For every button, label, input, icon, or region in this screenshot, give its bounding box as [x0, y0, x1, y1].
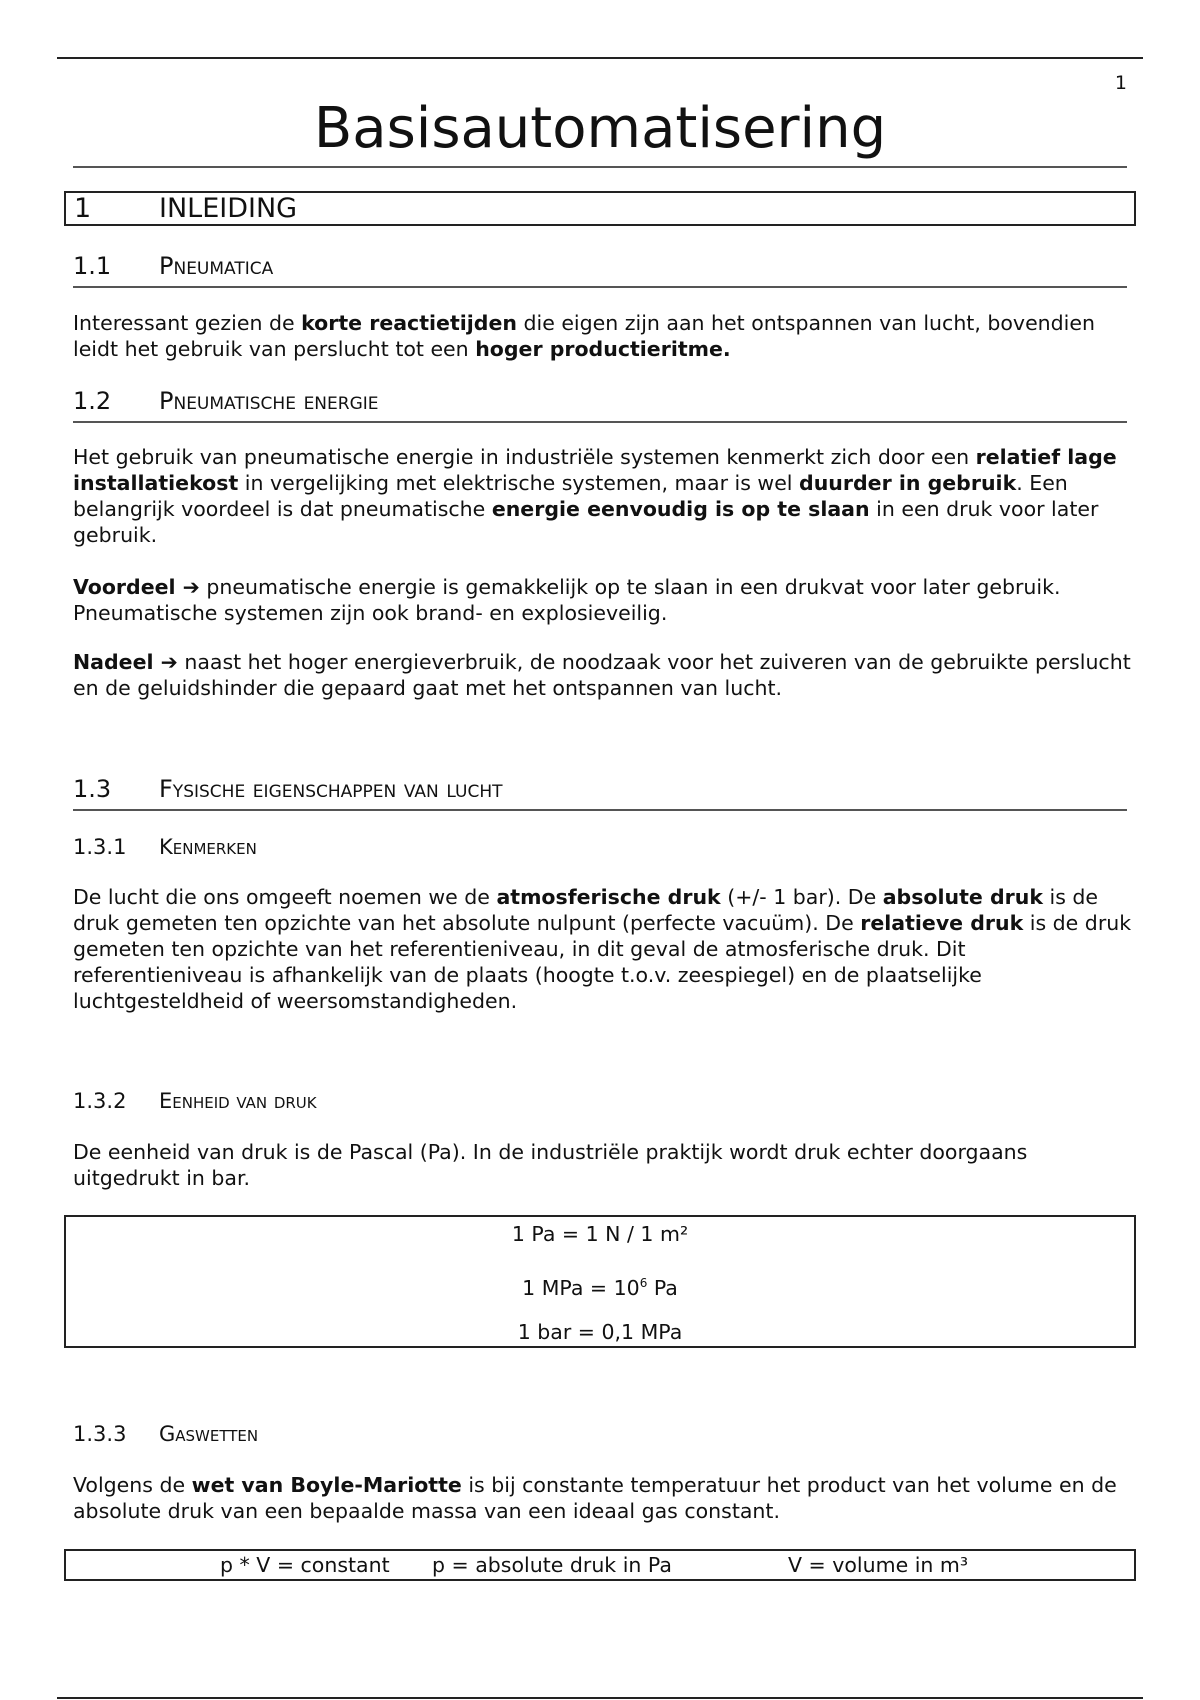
text: is de druk gemeten ten opzichte van het absolute nulpunt (perfecte vacuüm). De: [73, 885, 1099, 935]
bold-text: duurder in gebruik: [799, 471, 1017, 495]
formula-bar: 1 bar = 0,1 MPa: [517, 1320, 683, 1344]
formula-box-boyle-mariotte: [64, 1549, 1136, 1581]
section-number: 1.1: [73, 252, 112, 280]
chapter-title: INLEIDING: [159, 193, 298, 224]
page-title: Basisautomatisering: [73, 96, 1127, 168]
text: in vergelijking met elektrische systemen, maar is wel: [238, 471, 800, 495]
section-number: 1.3: [73, 775, 112, 803]
formula-pv-constant: p * V = constant: [220, 1553, 390, 1577]
text: Pa: [647, 1275, 678, 1300]
formula-v-definition: V = volume in m³: [788, 1553, 969, 1577]
text: 1 MPa = 10: [522, 1275, 640, 1300]
bold-text: wet van Boyle-Mariotte: [191, 1473, 462, 1497]
subsection-heading-1-3-1: [73, 832, 1127, 864]
bold-text: korte reactietijden: [301, 311, 517, 335]
paragraph-gaswetten: [73, 1472, 1132, 1524]
bold-text: relatieve druk: [860, 911, 1024, 935]
text: . Een belangrijk voordeel is dat pneumatische: [73, 471, 1068, 521]
text: naast het hoger energieverbruik, de noodzaak voor het zuiveren van de gebruikte perslucht en de geluidshinder die gepaard gaat met het ontspannen van lucht.: [73, 650, 1131, 700]
text: is bij constante temperatuur het product van het volume en de absolute druk van een bepaalde massa van een ideaal gas constant.: [73, 1473, 1117, 1523]
exponent: 6: [639, 1276, 648, 1290]
section-heading-1-2: [73, 385, 1127, 423]
text: De lucht die ons omgeeft noemen we de: [73, 885, 497, 909]
bold-text: energie eenvoudig is op te slaan: [491, 497, 870, 521]
subsection-number: 1.3.3: [73, 1422, 127, 1446]
paragraph-pneumatische-energie: [73, 444, 1132, 548]
section-title: Pneumatica: [159, 252, 274, 280]
chapter-heading: [64, 191, 1136, 226]
bold-text: Nadeel ➔: [73, 650, 178, 674]
text: pneumatische energie is gemakkelijk op te slaan in een drukvat voor later gebruik. Pneumatische systemen zijn ook brand- en explosieveilig.: [73, 575, 1061, 625]
text: in een druk voor later gebruik.: [73, 497, 1099, 547]
section-title: Fysische eigenschappen van lucht: [159, 775, 503, 803]
subsection-heading-1-3-2: [73, 1086, 1127, 1118]
top-rule: [57, 57, 1143, 59]
bold-text: Voordeel ➔: [73, 575, 200, 599]
paragraph-nadeel: [73, 649, 1132, 701]
section-title: Pneumatische energie: [159, 387, 379, 415]
bold-text: absolute druk: [882, 885, 1043, 909]
subsection-number: 1.3.1: [73, 835, 127, 859]
subsection-title: Kenmerken: [159, 835, 257, 859]
bold-text: hoger productieritme.: [475, 337, 731, 361]
formula-pascal: 1 Pa = 1 N / 1 m²: [511, 1222, 689, 1246]
section-number: 1.2: [73, 387, 112, 415]
subsection-title: Gaswetten: [159, 1422, 259, 1446]
text: Volgens de: [73, 1473, 192, 1497]
page-number: 1: [1114, 72, 1127, 94]
paragraph-kenmerken: [73, 884, 1132, 1014]
bottom-rule: [57, 1697, 1143, 1699]
text: (+/- 1 bar). De: [720, 885, 883, 909]
subsection-number: 1.3.2: [73, 1089, 127, 1113]
text: Interessant gezien de: [73, 311, 302, 335]
formula-p-definition: p = absolute druk in Pa: [432, 1553, 672, 1577]
text: die eigen zijn aan het ontspannen van lucht, bovendien leidt het gebruik van perslucht tot een: [73, 311, 1095, 361]
paragraph-eenheid-van-druk: De eenheid van druk is de Pascal (Pa). In de industriële praktijk wordt druk echter doorgaans uitgedrukt in bar.: [73, 1140, 1028, 1190]
paragraph-voordeel: [73, 574, 1132, 626]
formula-box-units: [64, 1215, 1136, 1348]
bold-text: atmosferische druk: [496, 885, 721, 909]
text: is de druk gemeten ten opzichte van het referentieniveau, in dit geval de atmosferische druk. Dit referentieniveau is afhankelijk van de plaats (hoogte t.o.v. zeespiegel) en de plaatselijke luchtgesteldheid of weersomstandigheden.: [73, 911, 1132, 1013]
section-heading-1-1: [73, 250, 1127, 288]
bold-text: relatief lage installatiekost: [73, 445, 1117, 495]
subsection-heading-1-3-3: [73, 1419, 1127, 1451]
subsection-title: Eenheid van druk: [159, 1089, 317, 1113]
chapter-number: 1: [74, 193, 92, 224]
text: Het gebruik van pneumatische energie in industriële systemen kenmerkt zich door een: [73, 445, 976, 469]
formula-megapascal: [66, 1270, 1134, 1300]
section-heading-1-3: [73, 773, 1127, 811]
paragraph-pneumatica: [73, 310, 1132, 362]
